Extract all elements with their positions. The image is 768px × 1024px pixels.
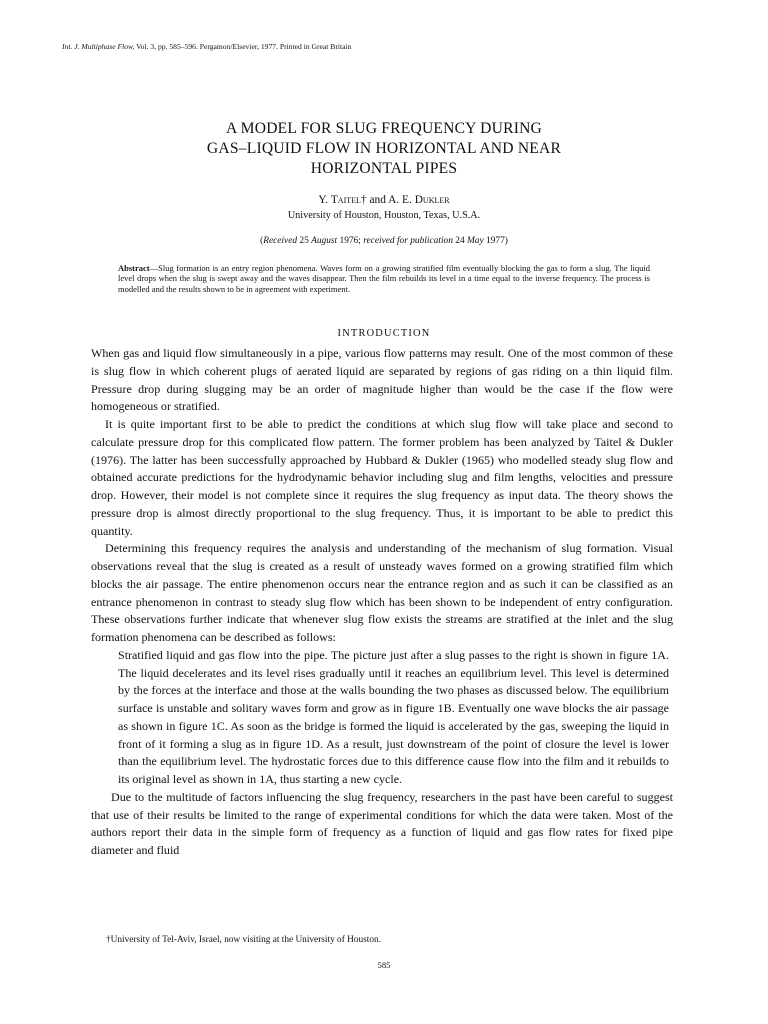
publication-month: May xyxy=(467,236,484,246)
title-line: A MODEL FOR SLUG FREQUENCY DURING xyxy=(225,120,543,137)
section-heading-introduction: INTRODUCTION xyxy=(337,328,431,339)
publication-label: received for publication xyxy=(363,236,453,246)
journal-details: Vol. 3, pp. 585–596. Pergamon/Elsevier, 1977. Printed in Great Britain xyxy=(134,42,352,51)
received-label: Received xyxy=(263,236,298,246)
paper-title xyxy=(80,119,688,179)
author-second-surname: Dukler xyxy=(414,194,450,206)
author-second-initial: A. E. xyxy=(388,194,415,206)
paragraph: Determining this frequency requires the analysis and understanding of the mechanism of slug formation. Visual observations reveal that the slug is created as a result of unsteady waves formed on a growing stratified film which blocks the air passage. The entire phenomenon occurs near the entrance region and as such it can be classified as an entrance phenomenon in contrast to steady slug flow which has been shown to be independent of entry configuration. These observations further indicate that whenever slug flow exists the streams are stratified at the inlet and the slug formation phenomena can be described as follows: xyxy=(91,541,673,644)
publication-year: 1977) xyxy=(483,236,508,246)
body-text xyxy=(91,345,673,860)
abstract-text: —Slug formation is an entry region phenomena. Waves form on a growing stratified film eventually blocking the gas to form a slug. The liquid level drops when the slug is swept away and the waves disappear. Then the film rebuilds its level in a time equal to the inverse frequency. The process is modelled and the results shown to be in agreement with experiment. xyxy=(118,263,650,294)
received-paren: ( xyxy=(260,236,264,246)
received-month: August xyxy=(311,236,338,246)
affiliation: University of Houston, Houston, Texas, U.S.A. xyxy=(287,210,481,221)
received-dates xyxy=(80,236,688,246)
received-year: 1976; xyxy=(337,236,364,246)
footnote-mark: † xyxy=(360,194,367,206)
received-day: 25 xyxy=(297,236,312,246)
paragraph: Due to the multitude of factors influencing the slug frequency, researchers in the past have been careful to suggest that use of their results be limited to the range of experimental conditions for which the data were taken. Most of the authors report their data in the simple form of frequency as a function of liquid and gas flow rates for fixed pipe diameter and fluid xyxy=(91,789,673,857)
abstract-label: Abstract xyxy=(118,263,150,273)
author-conjunction: and xyxy=(366,194,389,206)
title-line: HORIZONTAL PIPES xyxy=(310,160,458,177)
page-number: 585 xyxy=(377,960,391,970)
indented-description: Stratified liquid and gas flow into the pipe. The picture just after a slug passes to the right is shown in figure 1A. The liquid decelerates and its level rises gradually until it reaches an equilibrium level. This level is determined by the forces at the interface and those at the walls bounding the two phases as discussed below. The equilibrium surface is unstable and solitary waves form and grow as in figure 1B. Eventually one wave blocks the air passage as shown in figure 1C. As soon as the bridge is formed the liquid is accelerated by the gas, sweeping the liquid in front of it forming a slug as in figure 1D. As a result, just downstream of the point of closure the level is lower than the equilibrium level. The hydrostatic forces due to this difference cause flow into the film and it rebuilds to its original level as shown in 1A, thus starting a new cycle. xyxy=(118,647,669,786)
journal-name: Int. J. Multiphase Flow, xyxy=(62,42,135,51)
publication-day: 24 xyxy=(452,236,467,246)
title-line: GAS–LIQUID FLOW IN HORIZONTAL AND NEAR xyxy=(206,140,562,157)
footnote: †University of Tel-Aviv, Israel, now visiting at the University of Houston. xyxy=(106,935,381,945)
author-list xyxy=(80,194,688,206)
author-first-surname: Taitel xyxy=(330,194,361,206)
author-first-initial: Y. xyxy=(318,194,331,206)
journal-citation xyxy=(62,42,351,51)
paragraph: When gas and liquid flow simultaneously in a pipe, various flow patterns may result. One of the most common of these is slug flow in which coherent plugs of aerated liquid are separated by regions of gas riding on a thin liquid film. Pressure drop during slugging may be an order of magnitude higher than would be the case if the flow were homogeneous or stratified. xyxy=(91,346,673,414)
paragraph: It is quite important first to be able to predict the conditions at which slug flow will take place and second to calculate pressure drop for this complicated flow pattern. The former problem has been analyzed by Taitel & Dukler (1976). The latter has been successfully approached by Hubbard & Dukler (1965) who modelled steady slug flow and obtained accurate predictions for the hydrodynamic behavior including slug and film lengths, velocities and pressure drop. However, their model is not complete since it requires the slug frequency as input data. The theory shows the pressure drop is almost directly proportional to the slug frequency. Thus, it is important to be able to predict this quantity. xyxy=(91,417,673,538)
abstract xyxy=(118,263,650,294)
